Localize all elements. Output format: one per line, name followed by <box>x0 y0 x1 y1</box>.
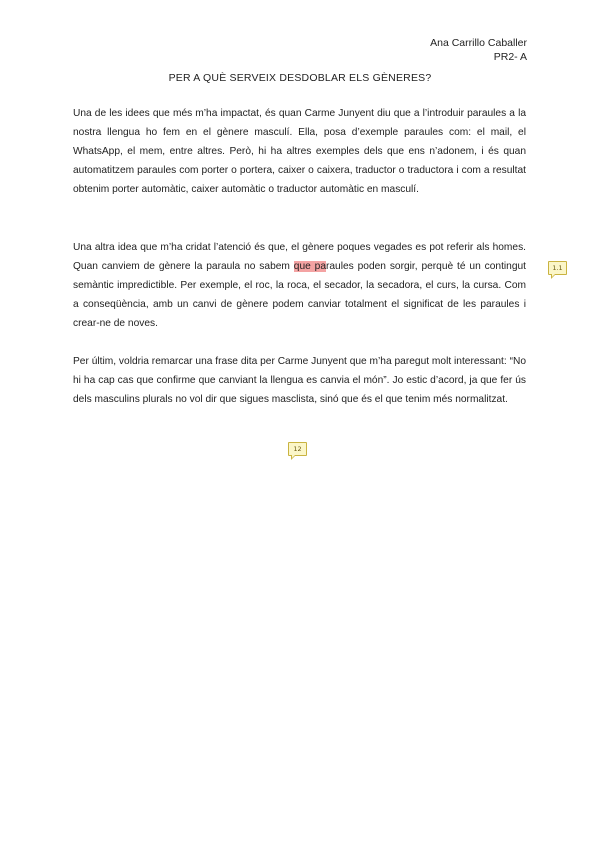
paragraph-2-text-before: Una altra idea que m’ha cridat l’atenció és que, el gènere poques vegades es pot referir als homes. Quan canviem de gènere la paraula no sabem <box>73 242 526 272</box>
author-name: Ana Carrillo Caballer <box>430 37 527 49</box>
document-title: PER A QUÈ SERVEIX DESDOBLAR ELS GÈNERES? <box>168 72 432 84</box>
comment-marker-icon[interactable]: 12 <box>288 442 307 456</box>
paragraph-2-text-after: raules poden sorgir, perquè té un contingut semàntic impredictible. Per exemple, el roc, la roca, el secador, la secadora, el curs, la cursa. Com a conseqüència, amb un canvi de gènere podem canviar totalment el significat de les paraules i crear-ne de noves. <box>73 261 526 329</box>
document-header <box>430 36 527 64</box>
class-group: PR2- A <box>493 51 527 63</box>
paragraph-3: Per últim, voldria remarcar una frase dita per Carme Junyent que m’ha paregut molt interessant: “No hi ha cap cas que confirme que canviant la llengua es canvia el món”. Jo estic d’acord, ja que fer ús dels masculins plurals no vol dir que sigues masclista, sinó que és el que tenim més normalitzat. <box>73 356 526 405</box>
paragraph-2 <box>73 238 526 333</box>
paragraph-1: Una de les idees que més m’ha impactat, és quan Carme Junyent diu que a l’introduir paraules a la nostra llengua ho fem en el gènere masculí. Ella, posa d’exemple paraules com: el mail, el WhatsApp, el mem, entre altres. Però, hi ha altres exemples dels que ens n’adonem, i és quan automatitzem paraules com porter o portera, caixer o caixera, traductor o traductora i com a resultat obtenim porter automàtic, caixer automàtic o traductor automàtic en masculí. <box>73 108 526 195</box>
highlighted-text[interactable]: que pa <box>293 261 326 272</box>
comment-marker-icon[interactable]: 1.1 <box>548 261 567 275</box>
